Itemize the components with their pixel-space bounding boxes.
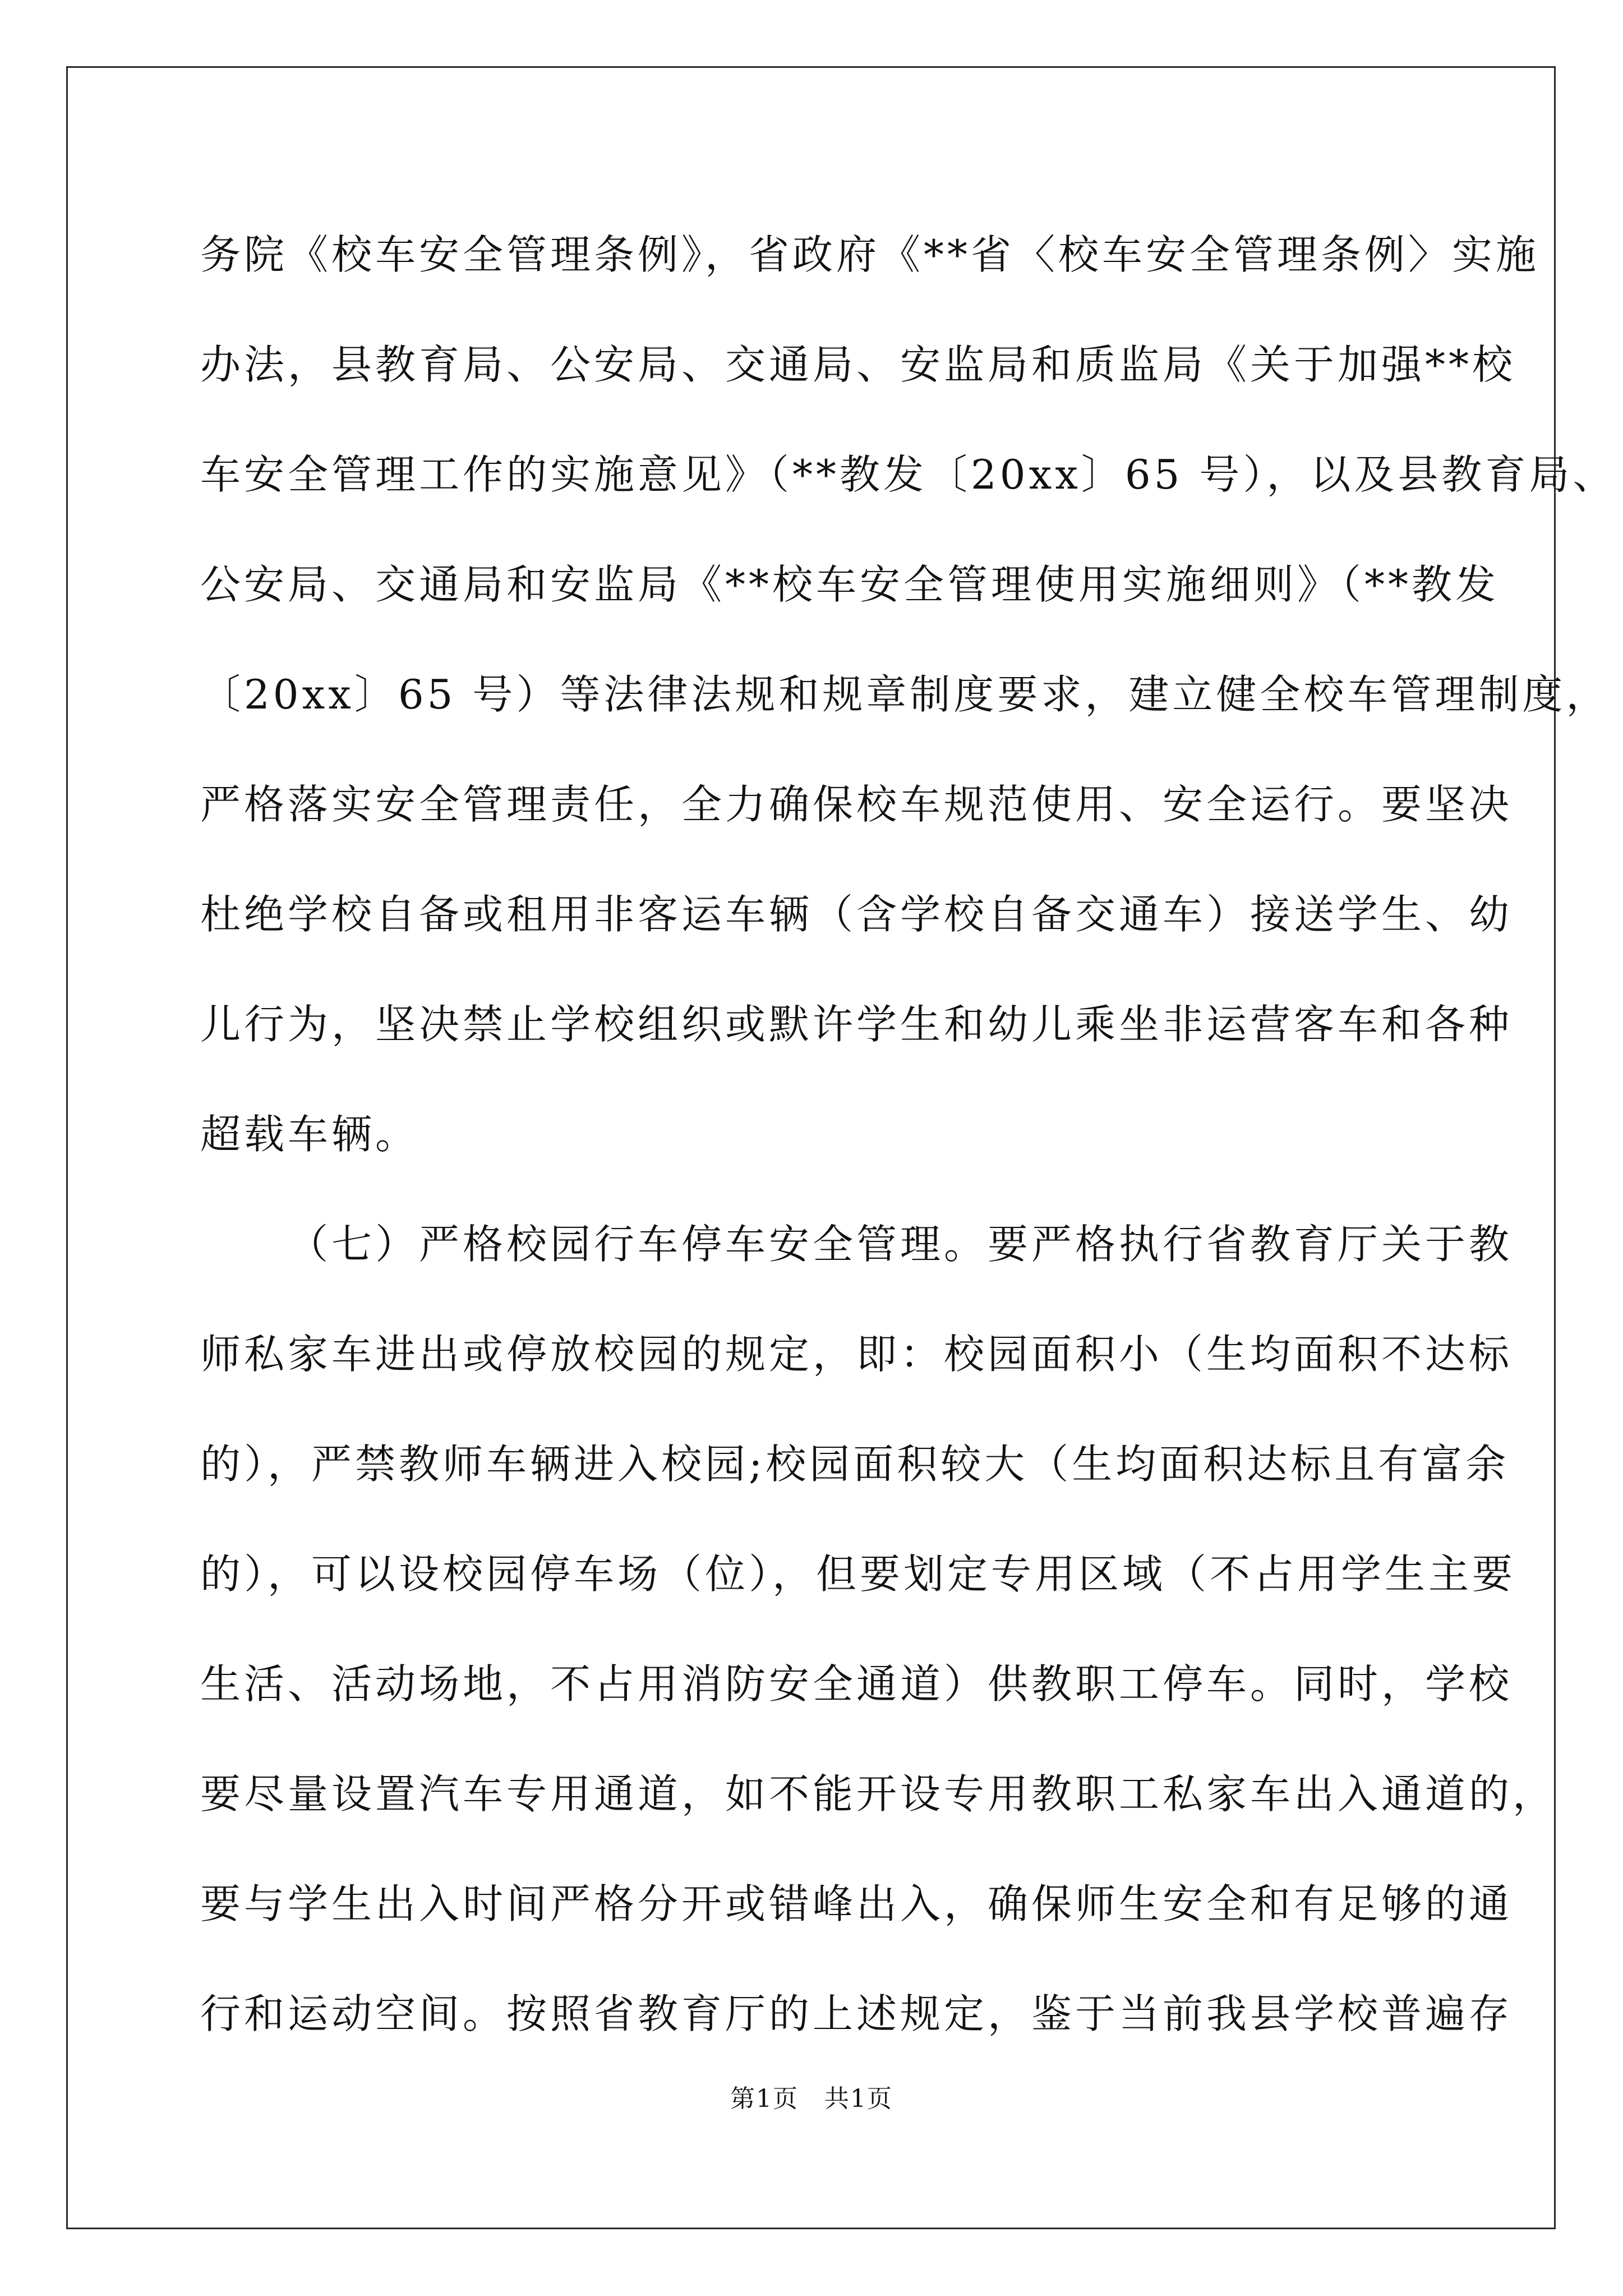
section-heading-line: （七）严格校园行车停车安全管理。要严格执行省教育厅关于教	[288, 1221, 1513, 1268]
text-line: 公安局、交通局和安监局《**校车安全管理使用实施细则》（**教发	[200, 561, 1500, 608]
text-line: 杜绝学校自备或租用非客运车辆（含学校自备交通车）接送学生、幼	[200, 891, 1513, 938]
text-line: 要与学生出入时间严格分开或错峰出入，确保师生安全和有足够的通	[200, 1880, 1513, 1927]
text-line: 务院《校车安全管理条例》，省政府《**省〈校车安全管理条例〉实施	[200, 231, 1540, 278]
page-number-footer: 第1页 共1页	[730, 2085, 893, 2113]
text-line: 超载车辆。	[200, 1111, 419, 1158]
text-line: 行和运动空间。按照省教育厅的上述规定，鉴于当前我县学校普遍存	[200, 1990, 1513, 2037]
text-line: 儿行为，坚决禁止学校组织或默许学生和幼儿乘坐非运营客车和各种	[200, 1001, 1513, 1048]
text-line: 师私家车进出或停放校园的规定，即：校园面积小（生均面积不达标	[200, 1331, 1513, 1378]
text-line: 的），可以设校园停车场（位），但要划定专用区域（不占用学生主要	[200, 1550, 1516, 1598]
text-line: 严格落实安全管理责任，全力确保校车规范使用、安全运行。要坚决	[200, 781, 1513, 828]
text-line: 车安全管理工作的实施意见》（**教发〔20xx〕65 号），以及县教育局、	[200, 451, 1617, 498]
text-line: 〔20xx〕65 号）等法律法规和规章制度要求，建立健全校车管理制度，	[200, 671, 1610, 718]
text-line: 生活、活动场地，不占用消防安全通道）供教职工停车。同时，学校	[200, 1660, 1513, 1708]
document-body	[200, 200, 1617, 2069]
text-line: 的），严禁教师车辆进入校园;校园面积较大（生均面积达标且有富余	[200, 1441, 1510, 1488]
text-line: 办法，县教育局、公安局、交通局、安监局和质监局《关于加强**校	[200, 341, 1516, 388]
text-line: 要尽量设置汽车专用通道，如不能开设专用教职工私家车出入通道的，	[200, 1770, 1557, 1818]
